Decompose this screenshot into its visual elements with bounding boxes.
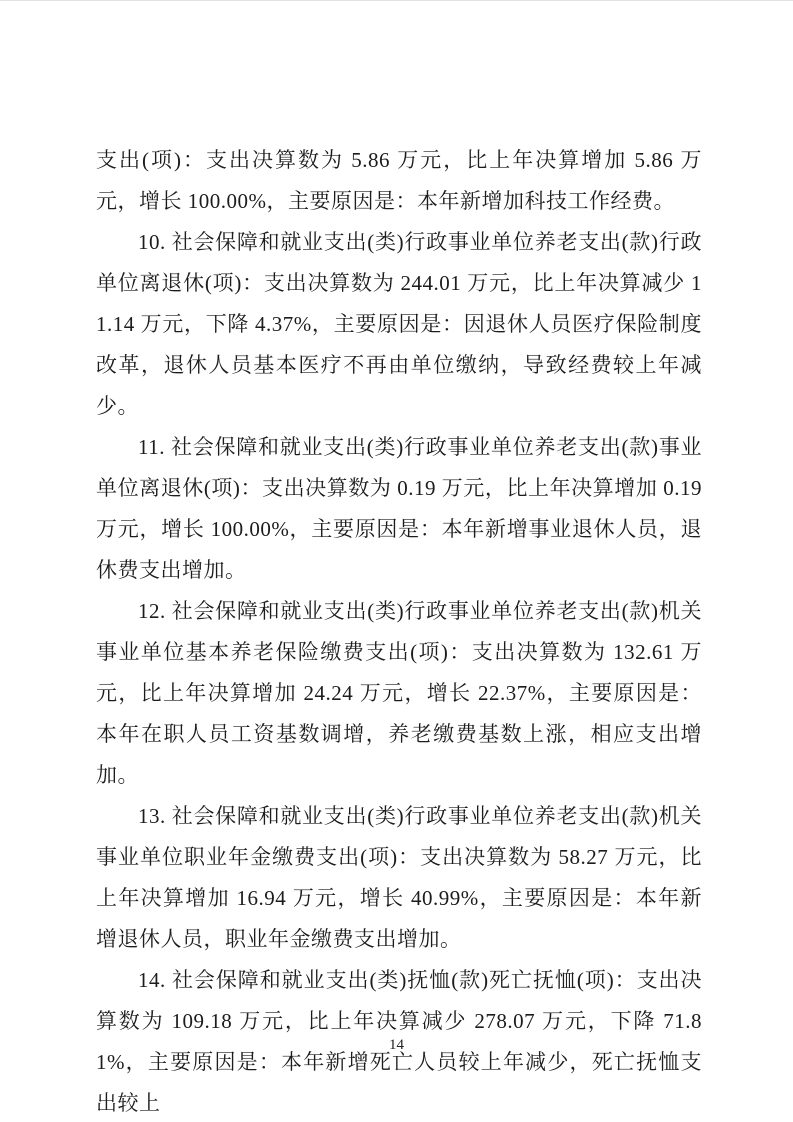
paragraph-item-13: 13. 社会保障和就业支出(类)行政事业单位养老支出(款)机关事业单位职业年金缴费支出(项)：支出决算数为 58.27 万元，比上年决算增加 16.94 万元，增长 40.99%，主要原因是：本年新增退休人员，职业年金缴费支出增加。 (96, 804, 702, 951)
paragraph-item-11: 11. 社会保障和就业支出(类)行政事业单位养老支出(款)事业单位离退休(项)：支出决算数为 0.19 万元，比上年决算增加 0.19 万元，增长 100.00%，主要原因是：本年新增事业退休人员，退休费支出增加。 (96, 435, 702, 582)
paragraph-continuation: 支出(项)：支出决算数为 5.86 万元，比上年决算增加 5.86 万元，增长 100.00%，主要原因是：本年新增加科技工作经费。 (96, 148, 702, 213)
paragraph-item-12: 12. 社会保障和就业支出(类)行政事业单位养老支出(款)机关事业单位基本养老保险缴费支出(项)：支出决算数为 132.61 万元，比上年决算增加 24.24 万元，增长 22.37%，主要原因是：本年在职人员工资基数调增，养老缴费基数上涨，相应支出增加。 (96, 599, 702, 787)
document-body (96, 140, 702, 1122)
paragraph-item-10: 10. 社会保障和就业支出(类)行政事业单位养老支出(款)行政单位离退休(项)：支出决算数为 244.01 万元，比上年决算减少 11.14 万元，下降 4.37%，主要原因是：因退休人员医疗保险制度改革，退休人员基本医疗不再由单位缴纳，导致经费较上年减少。 (96, 230, 702, 418)
page-number: 14 (389, 1037, 404, 1053)
paragraph-item-14: 14. 社会保障和就业支出(类)抚恤(款)死亡抚恤(项)：支出决算数为 109.18 万元，比上年决算减少 278.07 万元，下降 71.81%，主要原因是：本年新增死亡人员较上年减少，死亡抚恤支出较上 (96, 968, 702, 1115)
